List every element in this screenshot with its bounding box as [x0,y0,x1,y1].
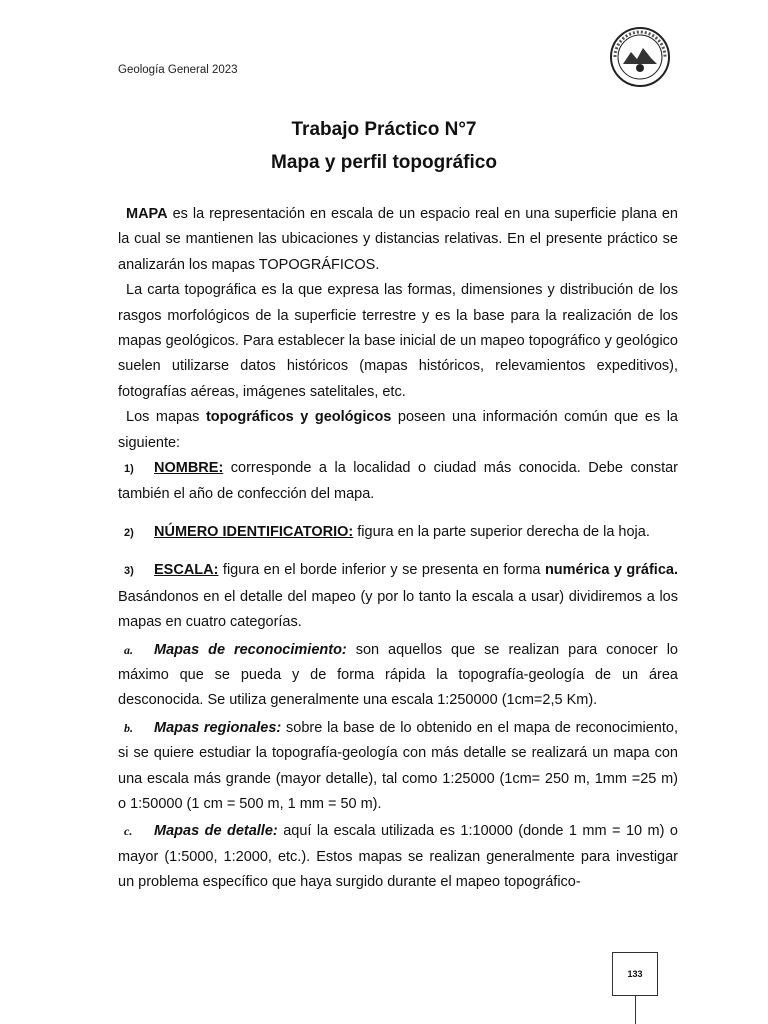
paragraph-intro: MAPA es la representación en escala de un espacio real en una superficie plana en la cual se mantienen las ubicaciones y distancias relativas. En el presente práctico se analizarán los mapas TOPOGRÁFICOS. [118,206,678,273]
list-item-nombre: 1) NOMBRE: corresponde a la localidad o ciudad más conocida. Debe constar también el año de confección del mapa. [118,460,678,503]
sub-item-reconocimiento: a. Mapas de reconocimiento: son aquellos que se realizan para conocer lo máximo que se pueda y de forma rápida la topografía-geología de un área desconocida. Se utiliza generalmente una escala 1:250000 (1cm=2,5 Km). [118,641,678,709]
list-item-numero: 2) NÚMERO IDENTIFICATORIO: figura en la parte superior derecha de la hoja. [124,523,650,540]
list-item-escala: 3) ESCALA: figura en el borde inferior y se presenta en forma numérica y gráfica. Basándonos en el detalle del mapeo (y por lo tanto la escala a usar) dividiremos a los mapas en cuatro categorías. [118,562,678,631]
sub-item-regionales: b. Mapas regionales: sobre la base de lo obtenido en el mapa de reconocimiento, si se quiere estudiar la topografía-geología con más detalle se realizará un mapa con una escala más grande (mayor detalle), tal como 1:25000 (1cm= 250 m, 1mm =25 m) o 1:50000 (1 cm = 500 m, 1 mm = 50 m). [118,719,678,812]
sub-item-detalle: c. Mapas de detalle: aquí la escala utilizada es 1:10000 (donde 1 mm = 10 m) o mayor (1:5000, 1:2000, etc.). Estos mapas se realizan generalmente para investigar un problema específico que haya surgido durante el mapeo topográfico- [118,823,678,891]
header-course: Geología General 2023 [118,64,238,76]
page-number-line [635,995,636,1024]
paragraph-mapas: Los mapas topográficos y geológicos poseen una información común que es la siguiente: [118,409,678,451]
university-seal-icon [609,26,671,88]
page-title: Trabajo Práctico N°7 [291,119,477,140]
page-number: 133 [612,952,658,996]
term-mapa: MAPA [126,206,168,222]
document-body [118,202,678,896]
page-subtitle: Mapa y perfil topográfico [271,152,497,173]
paragraph-carta: La carta topográfica es la que expresa las formas, dimensiones y distribución de los rasgos morfológicos de la superficie terrestre y es la base para la realización de los mapas geológicos. Para establecer la base inicial de un mapeo topográfico y geológico suelen utilizarse datos históricos (mapas históricos, relevamientos expeditivos), fotografías aéreas, imágenes satelitales, etc. [118,282,678,400]
